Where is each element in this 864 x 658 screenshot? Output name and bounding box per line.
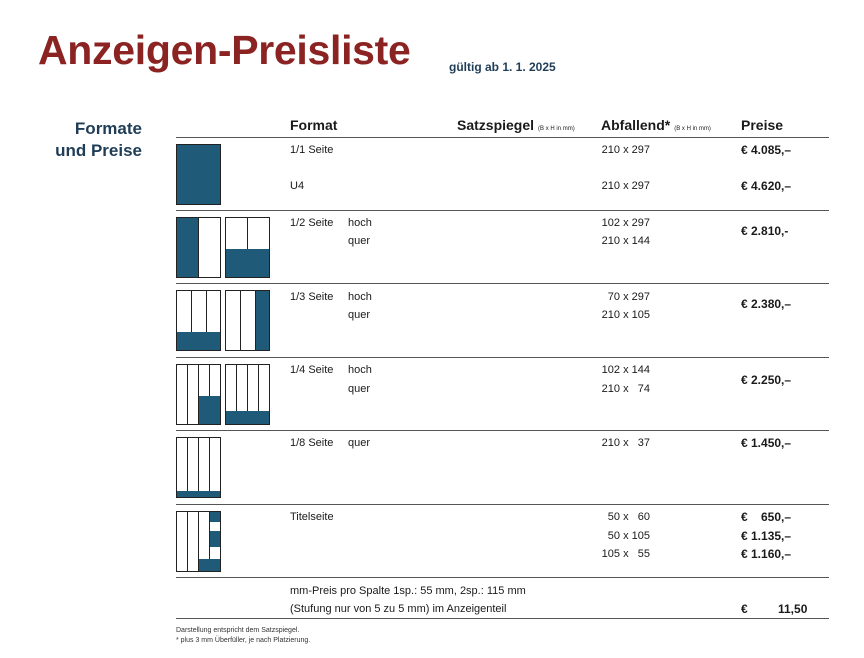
rule-6 <box>176 577 829 578</box>
row7-dim-3: 105 x 55 <box>601 548 650 560</box>
header-satzspiegel <box>457 117 575 133</box>
row6-price: € 1.450,– <box>741 436 792 450</box>
row6-abfallend: 210 x 37 <box>601 437 650 449</box>
footnote-1: Darstellung entspricht dem Satzspiegel. <box>176 627 300 634</box>
rule-header <box>176 137 829 138</box>
row2-format: U4 <box>290 180 305 192</box>
mm-price-currency: € <box>741 602 748 616</box>
row7-dim-2: 50 x 105 <box>607 530 650 542</box>
row3-abfallend-hoch: 102 x 297 <box>601 217 650 229</box>
header-abfallend-label: Abfallend* <box>601 117 671 133</box>
column-divider <box>187 438 188 497</box>
row6-quer: quer <box>348 437 371 449</box>
layout-half-hoch-icon <box>176 217 221 278</box>
row4-price: € 2.380,– <box>741 297 792 311</box>
rule-1 <box>176 210 829 211</box>
ad-area <box>177 332 220 350</box>
ad-area <box>199 559 220 571</box>
column-divider <box>209 438 210 497</box>
column-divider <box>240 291 241 350</box>
ad-area <box>226 411 269 424</box>
row1-format: 1/1 Seite <box>290 144 334 156</box>
valid-from-label: gültig ab 1. 1. 2025 <box>449 60 556 74</box>
header-satzspiegel-unit: (B x H in mm) <box>538 126 575 132</box>
column-divider <box>198 438 199 497</box>
row7-price-3: € 1.160,– <box>741 547 792 561</box>
header-abfallend-unit: (B x H in mm) <box>674 126 711 132</box>
page-title: Anzeigen-Preisliste <box>38 27 411 73</box>
layout-titelseite-icon <box>176 511 221 572</box>
row5-price: € 2.250,– <box>741 373 792 387</box>
ad-area <box>199 396 220 424</box>
rule-bottom <box>176 618 829 619</box>
row5-abfallend-hoch: 102 x 144 <box>601 364 650 376</box>
ad-area <box>256 291 269 350</box>
ad-area <box>210 512 220 522</box>
row3-format: 1/2 Seite <box>290 217 334 229</box>
ad-area <box>177 145 220 204</box>
row5-quer: quer <box>348 383 371 395</box>
mm-price-line1: mm-Preis pro Spalte 1sp.: 55 mm, 2sp.: 115 mm <box>290 585 526 597</box>
side-heading <box>2 118 142 162</box>
row7-price-1: € 650,– <box>741 510 792 524</box>
header-format: Format <box>290 117 338 133</box>
layout-half-quer-icon <box>225 217 270 278</box>
row4-quer: quer <box>348 309 371 321</box>
column-divider <box>187 365 188 424</box>
row4-format: 1/3 Seite <box>290 291 334 303</box>
row5-hoch: hoch <box>348 364 372 376</box>
header-satzspiegel-label: Satzspiegel <box>457 117 535 133</box>
footnote-2: * plus 3 mm Überfüller, je nach Platzierung. <box>176 637 311 644</box>
row5-format: 1/4 Seite <box>290 364 334 376</box>
row4-abfallend-quer: 210 x 105 <box>601 309 650 321</box>
rule-2 <box>176 283 829 284</box>
row3-abfallend-quer: 210 x 144 <box>601 235 650 247</box>
rule-3 <box>176 357 829 358</box>
column-divider <box>187 512 188 571</box>
row3-hoch: hoch <box>348 217 372 229</box>
mm-price-line2: (Stufung nur von 5 zu 5 mm) im Anzeigenteil <box>290 603 507 615</box>
row6-format: 1/8 Seite <box>290 437 334 449</box>
row7-price-2: € 1.135,– <box>741 529 792 543</box>
row2-abfallend: 210 x 297 <box>601 180 650 192</box>
row5-abfallend-quer: 210 x 74 <box>601 383 650 395</box>
ad-area <box>210 531 220 547</box>
row4-abfallend-hoch: 70 x 297 <box>604 291 650 303</box>
row3-quer: quer <box>348 235 371 247</box>
layout-quarter-quer-icon <box>225 364 270 425</box>
layout-quarter-hoch-icon <box>176 364 221 425</box>
rule-4 <box>176 430 829 431</box>
mm-price-value: 11,50 <box>778 602 808 616</box>
side-heading-line2: und Preise <box>55 141 142 160</box>
layout-full-page-icon <box>176 144 221 205</box>
row2-price: € 4.620,– <box>741 179 792 193</box>
layout-third-quer-icon <box>176 290 221 351</box>
row7-format: Titelseite <box>290 511 334 523</box>
row7-dim-1: 50 x 60 <box>607 511 650 523</box>
ad-area <box>177 491 220 497</box>
row1-price: € 4.085,– <box>741 143 792 157</box>
row1-abfallend: 210 x 297 <box>601 144 650 156</box>
ad-area <box>177 218 198 277</box>
ad-area <box>226 249 269 277</box>
row3-price: € 2.810,- <box>741 224 789 238</box>
side-heading-line1: Formate <box>74 119 142 138</box>
column-divider <box>198 218 199 277</box>
layout-third-hoch-icon <box>225 290 270 351</box>
header-abfallend <box>601 117 711 133</box>
rule-5 <box>176 504 829 505</box>
header-preise: Preise <box>741 117 784 133</box>
row4-hoch: hoch <box>348 291 372 303</box>
layout-eighth-quer-icon <box>176 437 221 498</box>
